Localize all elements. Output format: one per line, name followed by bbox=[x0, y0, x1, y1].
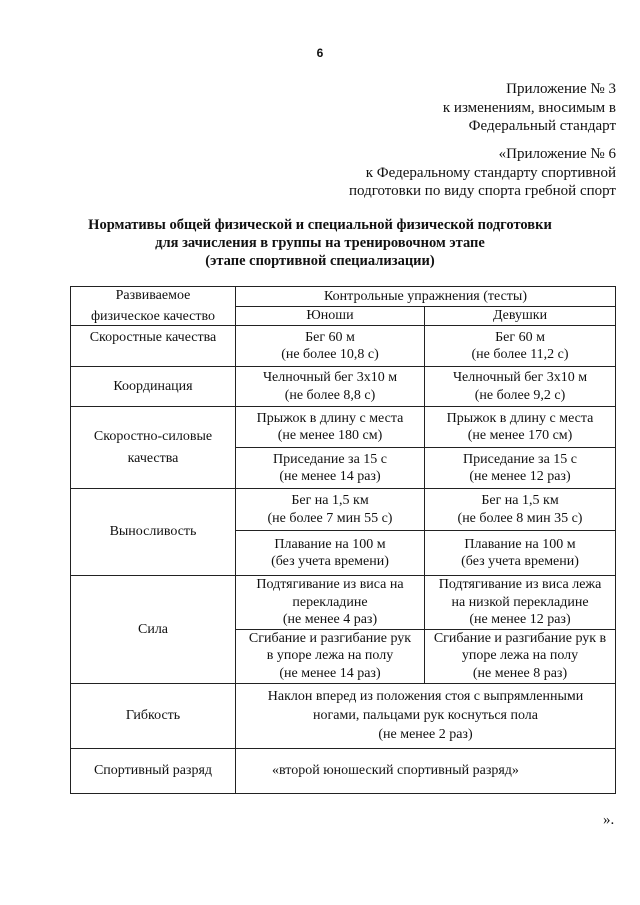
cell-line: (не менее 180 см) bbox=[277, 428, 383, 443]
title-line: для зачисления в группы на тренировочном этапе bbox=[155, 235, 485, 251]
document-title bbox=[0, 216, 640, 270]
cell-line: в упоре лежа на полу bbox=[266, 648, 394, 664]
quality-rank: Спортивный разряд bbox=[71, 748, 236, 793]
rank-value: «второй юношеский спортивный разряд» bbox=[236, 748, 616, 793]
run-boys bbox=[236, 489, 425, 531]
header-boys: Юноши bbox=[236, 306, 425, 326]
cell-line: на низкой перекладине bbox=[451, 594, 589, 610]
cell-line: (без учета времени) bbox=[271, 554, 389, 569]
cell-line: Приседание за 15 с bbox=[272, 451, 387, 467]
cell-line: (не менее 2 раз) bbox=[378, 727, 473, 742]
cell-line: (не более 7 мин 55 с) bbox=[267, 510, 393, 526]
flexibility-test bbox=[236, 683, 616, 748]
pullup-girls bbox=[425, 576, 616, 630]
header-girls: Девушки bbox=[425, 306, 616, 326]
appendix-line: к Федеральному стандарту спортивной bbox=[365, 164, 616, 181]
appendix-6-header bbox=[349, 145, 616, 201]
cell-line: Скоростно-силовые bbox=[93, 429, 213, 444]
cell-line: (не менее 14 раз) bbox=[279, 469, 381, 484]
cell-line: Подтягивание из виса на bbox=[256, 577, 404, 592]
appendix-line: Федеральный стандарт bbox=[468, 118, 616, 134]
closing-quote: ». bbox=[603, 812, 615, 828]
quality-strength: Сила bbox=[71, 576, 236, 684]
appendix-line: к изменениям, вносимым в bbox=[442, 99, 616, 116]
cell-line: Наклон вперед из положения стоя с выпрямленными bbox=[267, 689, 584, 704]
swim-girls bbox=[425, 531, 616, 576]
cell-line: (не менее 8 раз) bbox=[472, 665, 568, 681]
cell-line: ногами, пальцами рук коснуться пола bbox=[313, 708, 538, 723]
title-line: (этапе спортивной специализации) bbox=[205, 253, 435, 269]
cell-line: Сгибание и разгибание рук bbox=[248, 630, 412, 646]
jump-girls bbox=[425, 407, 616, 448]
cell-line: Бег на 1,5 км bbox=[481, 493, 559, 508]
cell-line: (не более 8,8 с) bbox=[284, 387, 376, 403]
standards-table bbox=[70, 286, 616, 794]
cell-line: Прыжок в длину с места bbox=[256, 410, 404, 426]
jump-boys bbox=[236, 407, 425, 448]
cell-line: качества bbox=[127, 450, 179, 466]
appendix-line: подготовки по виду спорта гребной спорт bbox=[348, 183, 616, 199]
cell-line: Плавание на 100 м bbox=[274, 536, 386, 552]
cell-line: (не менее 4 раз) bbox=[282, 612, 378, 627]
cell-line: Челночный бег 3х10 м bbox=[452, 370, 588, 385]
speed-boys bbox=[236, 326, 425, 367]
appendix-line: Приложение № 3 bbox=[506, 81, 616, 97]
header-quality bbox=[71, 287, 236, 326]
cell-line: Прыжок в длину с места bbox=[446, 410, 594, 426]
pullup-boys bbox=[236, 576, 425, 630]
cell-line: перекладине bbox=[292, 594, 368, 610]
cell-line: (не менее 170 см) bbox=[467, 428, 573, 443]
appendix-line: «Приложение № 6 bbox=[498, 146, 616, 162]
coordination-boys bbox=[236, 367, 425, 407]
quality-speed-strength bbox=[71, 407, 236, 489]
pushup-girls bbox=[425, 629, 616, 683]
cell-line: Сгибание и разгибание рук в bbox=[433, 630, 607, 646]
cell-line: Плавание на 100 м bbox=[464, 536, 576, 552]
cell-line: Бег на 1,5 км bbox=[291, 493, 369, 508]
cell-line: (не менее 12 раз) bbox=[469, 612, 571, 627]
run-girls bbox=[425, 489, 616, 531]
speed-girls bbox=[425, 326, 616, 367]
cell-line: Приседание за 15 с bbox=[463, 451, 578, 467]
page-number: 6 bbox=[316, 46, 324, 60]
squat-girls bbox=[425, 448, 616, 489]
appendix-3-header bbox=[443, 80, 616, 136]
cell-line: Челночный бег 3х10 м bbox=[262, 370, 398, 385]
quality-speed: Скоростные качества bbox=[71, 326, 236, 367]
cell-line: Бег 60 м bbox=[305, 329, 355, 345]
quality-endurance: Выносливость bbox=[71, 489, 236, 576]
cell-line: (не более 9,2 с) bbox=[474, 387, 566, 403]
title-line: Нормативы общей физической и специальной физической подготовки bbox=[88, 217, 552, 233]
cell-line: упоре лежа на полу bbox=[461, 648, 579, 664]
cell-line: (не более 11,2 с) bbox=[471, 347, 569, 362]
coordination-girls bbox=[425, 367, 616, 407]
pushup-boys bbox=[236, 629, 425, 683]
cell-line: (не менее 14 раз) bbox=[279, 665, 381, 681]
cell-line: Бег 60 м bbox=[495, 329, 545, 345]
squat-boys bbox=[236, 448, 425, 489]
quality-flexibility: Гибкость bbox=[71, 683, 236, 748]
cell-line: (не более 8 мин 35 с) bbox=[457, 510, 583, 526]
header-quality-line: Развиваемое bbox=[115, 288, 191, 303]
quality-coordination: Координация bbox=[71, 367, 236, 407]
cell-line: (без учета времени) bbox=[461, 554, 579, 569]
header-quality-line: физическое качество bbox=[90, 308, 216, 324]
cell-line: (не менее 12 раз) bbox=[469, 469, 571, 484]
cell-line: Подтягивание из виса лежа bbox=[438, 577, 602, 592]
cell-line: (не более 10,8 с) bbox=[281, 347, 379, 362]
swim-boys bbox=[236, 531, 425, 576]
header-tests: Контрольные упражнения (тесты) bbox=[236, 287, 616, 307]
